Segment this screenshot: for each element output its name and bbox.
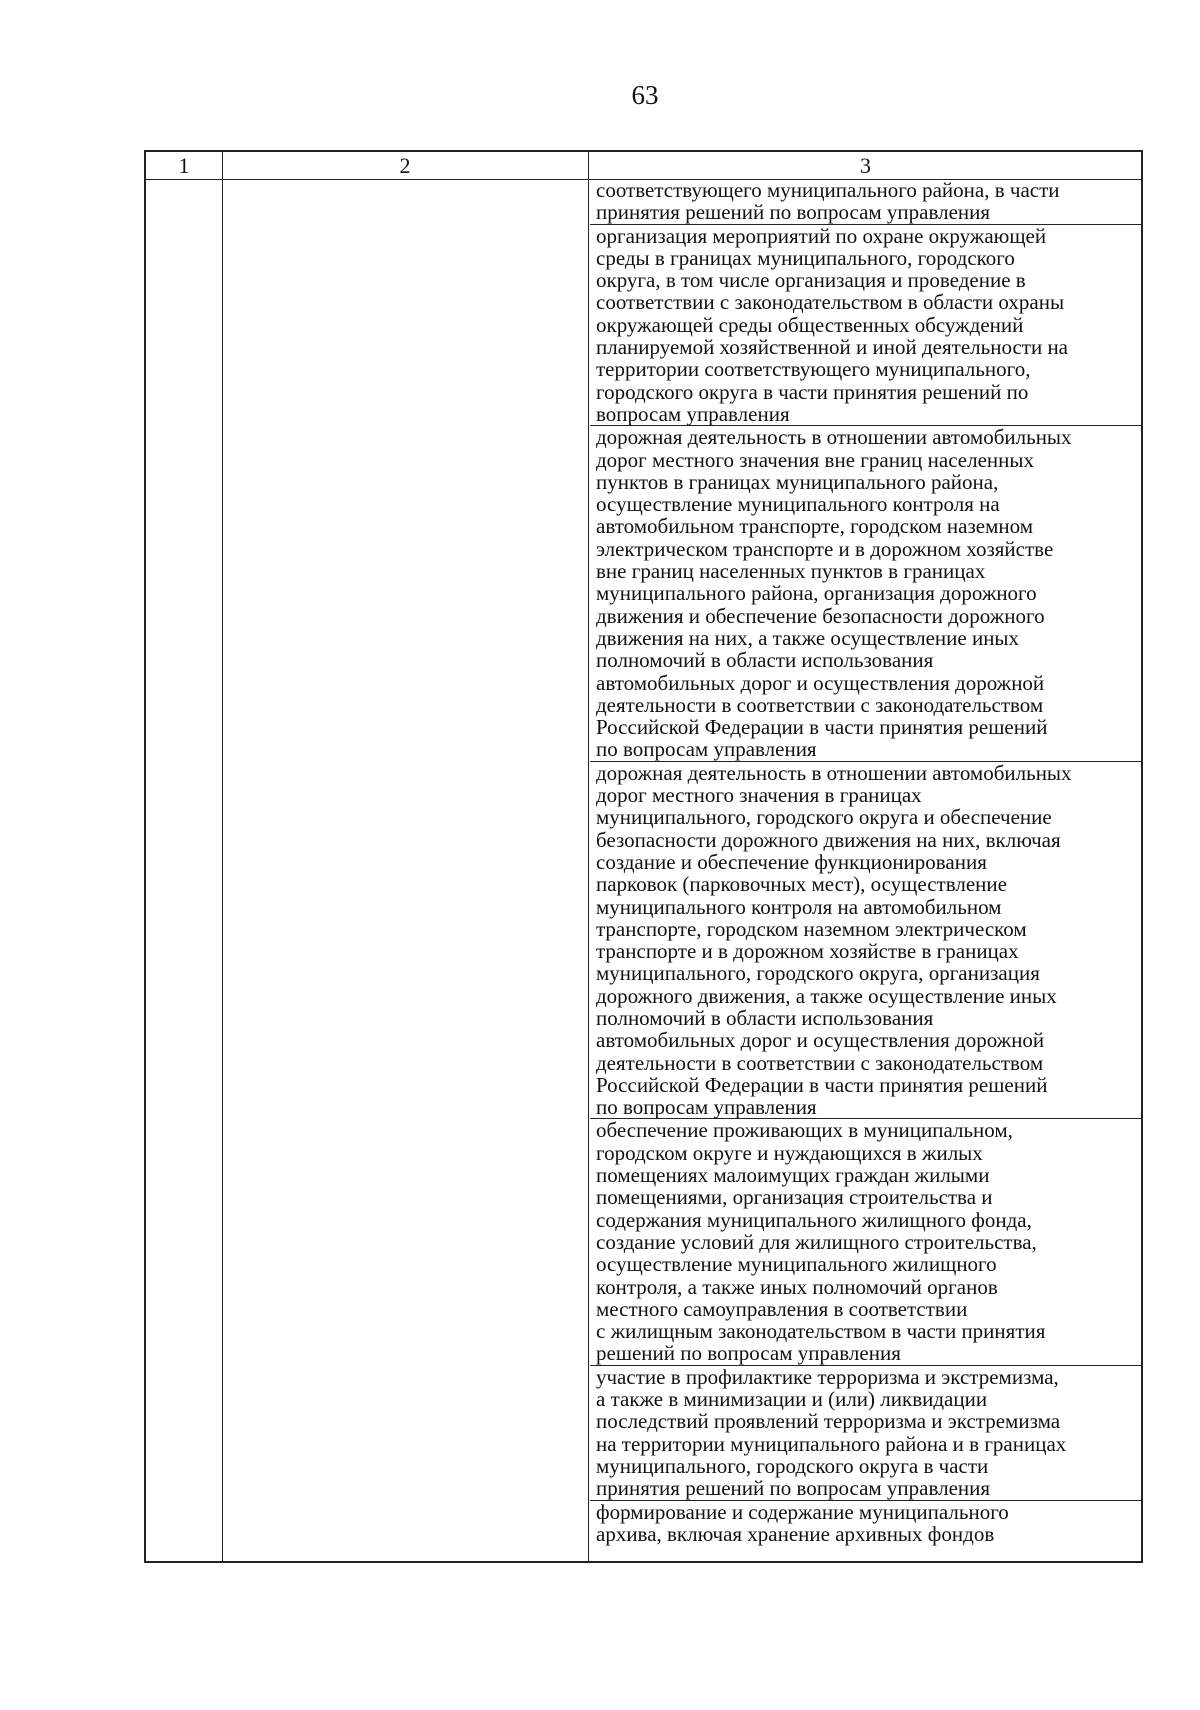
entry-text-line: помещениях малоимущих граждан жилыми [596,1163,990,1188]
entry-text-line: осуществление муниципального контроля на [596,492,1000,517]
entry-text-line: городском округе и нуждающихся в жилых [596,1140,983,1165]
column-header-3: 3 [860,153,871,178]
entry-text-line: полномочий в области использования [596,1005,934,1030]
entry-text-line: городского округа в части принятия решений по [596,379,1029,404]
table-cell-entry [590,225,1141,427]
entry-text-line: с жилищным законодательством в части принятия [596,1319,1046,1344]
entry-text-line: вне границ населенных пунктов в границах [596,559,986,584]
entry-text-line: создание и обеспечение функционирования [596,849,987,874]
entry-text-line: деятельности в соответствии с законодательством [596,692,1044,717]
entry-text-line: территории соответствующего муниципального, [596,357,1031,382]
entry-text-line: по вопросам управления [596,737,817,762]
entry-text-line: дорог местного значения вне границ населенных [596,447,1035,472]
entry-text-line: движения и обеспечение безопасности дорожного [596,603,1045,628]
entry-text-line: создание условий для жилищного строительства, [596,1229,1037,1254]
entry-text-line: дорожная деятельность в отношении автомобильных [596,425,1072,450]
entry-text-line: по вопросам управления [596,1095,817,1120]
entry-text-line: решений по вопросам управления [596,1341,901,1366]
entry-text-line: контроля, а также иных полномочий органов [596,1274,998,1299]
entry-text-line: округа, в том числе организация и проведение в [596,268,1026,293]
entry-text-line: транспорте, городском наземном электрическом [596,916,1027,941]
table-cell-entry [590,426,1141,761]
entry-text-line: осуществление муниципального жилищного [596,1252,997,1277]
entry-text-line: соответствующего муниципального района, в части [596,178,1060,202]
entry-text-line: муниципального, городского округа, организация [596,961,1040,986]
entry-text-line: вопросам управления [596,401,790,426]
entry-text-line: деятельности в соответствии с законодательством [596,1050,1044,1075]
entry-text-line: участие в профилактике терроризма и экстремизма, [596,1364,1059,1389]
entry-text-line: организация мероприятий по охране окружающей [596,223,1047,248]
page-number: 63 [631,80,659,110]
entry-text-line: дорожного движения, а также осуществление иных [596,983,1057,1008]
entry-text-line: обеспечение проживающих в муниципальном, [596,1118,1013,1143]
entry-text-line: Российской Федерации в части принятия решений [596,715,1048,740]
entry-text-line: парковок (парковочных мест), осуществление [596,872,1007,897]
entry-text-line: полномочий в области использования [596,648,934,673]
entry-text-line: муниципального контроля на автомобильном [596,894,1002,919]
entry-text-line: содержания муниципального жилищного фонда, [596,1207,1032,1232]
entry-text-line: транспорте и в дорожном хозяйстве в границах [596,939,1019,964]
column-divider-2 [588,152,589,1561]
entry-text-line: электрическом транспорте и в дорожном хозяйстве [596,536,1054,561]
entry-text-line: автомобильных дорог и осуществления дорожной [596,1028,1045,1053]
column-divider-1 [222,152,223,1561]
table-cell-entry [590,179,1141,225]
entry-text-line: принятия решений по вопросам управления [596,200,991,225]
entry-text-line: последствий проявлений терроризма и экстремизма [596,1409,1061,1434]
column-3-entries [590,179,1141,1545]
column-header-2: 2 [399,153,411,178]
entry-text-line: помещениями, организация строительства и [596,1185,993,1210]
entry-text-line: безопасности дорожного движения на них, включая [596,827,1061,852]
entry-text-line: принятия решений по вопросам управления [596,1476,991,1501]
entry-text-line: местного самоуправления в соответствии [596,1296,968,1321]
entry-text-line: среды в границах муниципального, городского [596,245,1015,270]
entry-text-line: а также в минимизации и (или) ликвидации [596,1387,988,1412]
entry-text-line: автомобильном транспорте, городском наземном [596,514,1033,539]
table-cell-entry [590,1366,1141,1501]
column-header-1: 1 [178,153,190,178]
entry-text-line: формирование и содержание муниципального [596,1499,1009,1524]
entry-text-line: планируемой хозяйственной и иной деятельности на [596,335,1069,360]
entry-text-line: Российской Федерации в части принятия решений [596,1072,1048,1097]
entry-text-line: соответствии с законодательством в области охраны [596,290,1065,315]
entry-text-line: дорог местного значения в границах [596,783,922,808]
entry-text-line: муниципального, городского округа и обеспечение [596,805,1052,830]
entry-text-line: движения на них, а также осуществление иных [596,625,1020,650]
entry-text-line: окружающей среды общественных обсуждений [596,312,1024,337]
table-cell-entry [590,1119,1141,1365]
entry-text-line: автомобильных дорог и осуществления дорожной [596,670,1045,695]
table-header-row [146,152,1141,180]
table-cell-entry [590,1501,1141,1546]
entry-text-line: пунктов в границах муниципального района, [596,469,999,494]
entry-text-line: муниципального, городского округа в части [596,1453,989,1478]
table-cell-entry [590,762,1141,1120]
entry-text-line: на территории муниципального района и в границах [596,1431,1067,1456]
entry-text-line: муниципального района, организация дорожного [596,581,1037,606]
document-table [144,150,1143,1563]
entry-text-line: дорожная деятельность в отношении автомобильных [596,760,1072,785]
entry-text-line: архива, включая хранение архивных фондов [596,1521,995,1546]
